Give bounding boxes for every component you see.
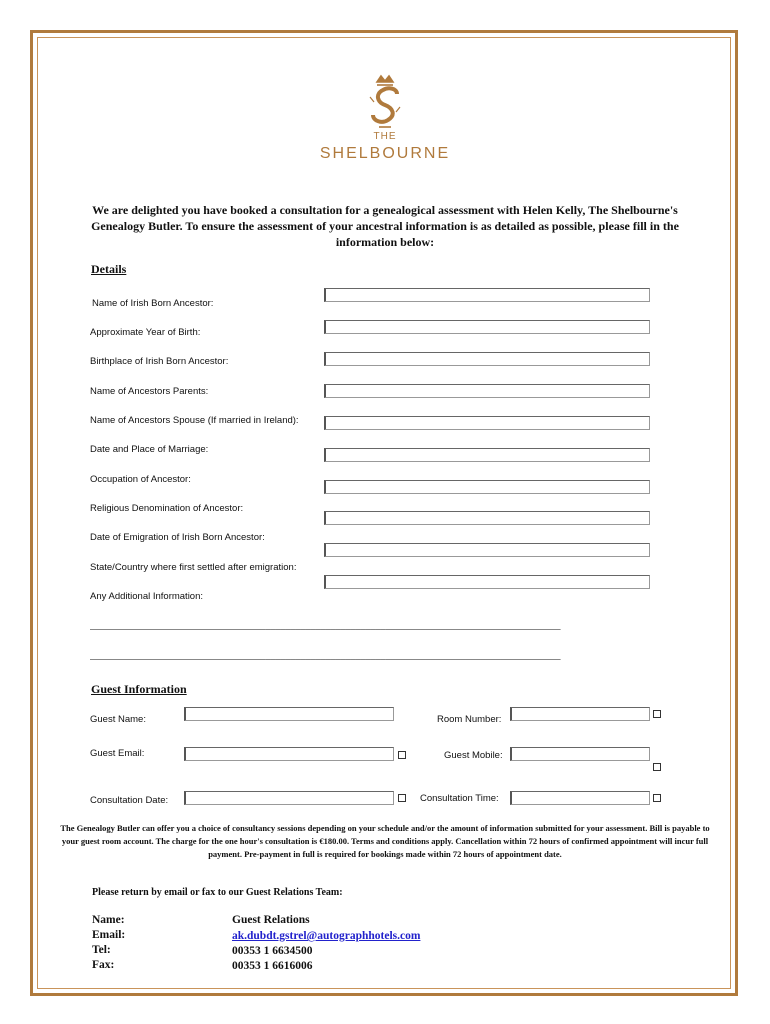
field-label-spouse: Name of Ancestors Spouse (If married in Ireland): [90,415,299,426]
contact-name-key: Name: [92,914,125,926]
marriage-input[interactable] [324,448,650,462]
additional-info-line-1[interactable]: ______________________________________________________________________________________________ [90,620,561,630]
consultation-date-checkbox[interactable] [398,794,406,802]
field-label-settled: State/Country where first settled after emigration: [90,562,297,573]
contact-fax-value: 00353 1 6616006 [232,960,313,972]
guest-mobile-label: Guest Mobile: [444,750,503,761]
birthplace-input[interactable] [324,352,650,366]
parents-input[interactable] [324,384,650,398]
contact-name-value: Guest Relations [232,914,310,926]
intro-text: We are delighted you have booked a consultation for a genealogical assessment with Helen Kelly, The Shelbourne's Genealogy Butler. To ensure the assessment of your ancestral information is as detailed as possible, please fill in the information below: [91,203,679,249]
contact-tel-key: Tel: [92,944,111,956]
guest-mobile-input[interactable] [510,747,650,761]
field-label-marriage: Date and Place of Marriage: [90,444,209,455]
consultation-date-input[interactable] [184,791,394,805]
return-instructions: Please return by email or fax to our Guest Relations Team: [92,887,343,898]
field-label-birth-year: Approximate Year of Birth: [90,327,201,338]
guest-email-input[interactable] [184,747,394,761]
room-number-label: Room Number: [437,714,502,725]
birth-year-input[interactable] [324,320,650,334]
guest-name-input[interactable] [184,707,394,721]
field-label-emigration-date: Date of Emigration of Irish Born Ancestor: [90,532,265,543]
consultation-date-label: Consultation Date: [90,795,169,806]
consultation-time-input[interactable] [510,791,650,805]
ancestor-name-input[interactable] [324,288,650,302]
field-label-birthplace: Birthplace of Irish Born Ancestor: [90,356,229,367]
contact-email-link[interactable]: ak.dubdt.gstrel@autographhotels.com [232,930,421,942]
brand-name: SHELBOURNE [319,145,451,162]
field-label-ancestor-name: Name of Irish Born Ancestor: [92,298,214,309]
guest-email-label: Guest Email: [90,748,145,759]
guest-heading: Guest Information [91,682,187,696]
settled-input[interactable] [324,575,650,589]
occupation-input[interactable] [324,480,650,494]
field-label-additional-info: Any Additional Information: [90,591,204,602]
contact-tel-value: 00353 1 6634500 [232,945,313,957]
field-label-parents: Name of Ancestors Parents: [90,386,209,397]
spouse-input[interactable] [324,416,650,430]
contact-fax-key: Fax: [92,959,115,971]
contact-email-key: Email: [92,929,126,941]
additional-info-line-2[interactable]: ______________________________________________________________________________________________ [90,650,561,660]
brand-the: THE [373,131,397,142]
guest-email-checkbox[interactable] [398,751,406,759]
details-heading: Details [91,262,127,276]
guest-name-label: Guest Name: [90,714,146,725]
guest-mobile-checkbox[interactable] [653,763,661,771]
consultation-time-checkbox[interactable] [653,794,661,802]
religion-input[interactable] [324,511,650,525]
field-label-religion: Religious Denomination of Ancestor: [90,503,244,514]
emigration-date-input[interactable] [324,543,650,557]
shelbourne-logo-icon [360,74,410,134]
consultation-time-label: Consultation Time: [420,793,499,804]
room-number-checkbox[interactable] [653,710,661,718]
field-label-occupation: Occupation of Ancestor: [90,474,191,485]
terms-note: The Genealogy Butler can offer you a choice of consultancy sessions depending on your schedule and/or the amount of information submitted for your assessment. Bill is payable to your guest room account. The charge for the one hour's consultation is €180.00. Terms and conditions apply. Cancellation within 72 hours of confirmed appointment will incur full payment. Pre-payment in full is required for bookings made within 72 hours of appointment date. [60,823,710,859]
room-number-input[interactable] [510,707,650,721]
